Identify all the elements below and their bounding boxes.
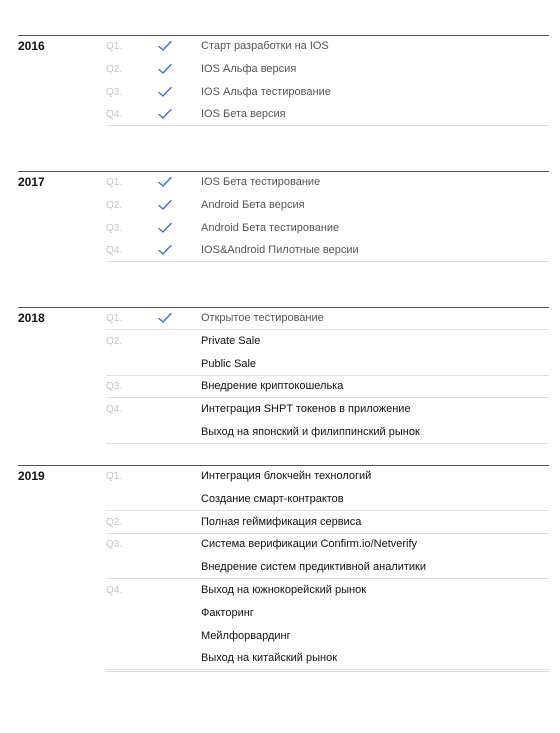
roadmap-row xyxy=(106,172,549,194)
roadmap-row xyxy=(106,195,549,217)
quarter-label: Q3. xyxy=(106,86,123,98)
task-label: Мейлфорвардинг xyxy=(201,629,291,642)
roadmap-row xyxy=(106,59,549,81)
quarter-label: Q1. xyxy=(106,471,123,482)
year-label: 2016 xyxy=(18,39,45,53)
task-label: IOS Альфа версия xyxy=(201,62,297,75)
roadmap-row xyxy=(106,557,549,579)
roadmap-row xyxy=(106,603,549,625)
roadmap-end-divider xyxy=(106,671,549,672)
check-icon xyxy=(158,244,172,256)
roadmap-row xyxy=(106,648,549,670)
task-label: Открытое тестирование xyxy=(201,312,324,324)
quarter-label: Q4. xyxy=(106,404,123,416)
roadmap-row xyxy=(106,422,549,444)
task-label: IOS&Android Пилотные версии xyxy=(201,244,359,257)
check-icon xyxy=(158,63,172,75)
roadmap-row xyxy=(106,626,549,648)
roadmap-row xyxy=(106,466,549,488)
task-label: Выход на китайский рынок xyxy=(201,652,338,665)
task-label: Выход на южнокорейский рынок xyxy=(201,584,367,596)
year-label: 2017 xyxy=(18,175,45,189)
year-label: 2018 xyxy=(18,311,45,325)
task-label: IOS Бета версия xyxy=(201,108,286,121)
task-label: Public Sale xyxy=(201,357,257,370)
task-label: Android Бета тестирование xyxy=(201,221,340,234)
quarter-label: Q3. xyxy=(106,222,123,234)
task-label: Создание смарт-контрактов xyxy=(201,492,344,505)
task-label: IOS Альфа тестирование xyxy=(201,85,331,98)
check-icon xyxy=(158,199,172,211)
quarter-label: Q4. xyxy=(106,585,123,596)
quarter-label: Q4. xyxy=(106,109,123,121)
check-icon xyxy=(158,176,172,188)
quarter-label: Q2. xyxy=(106,199,123,211)
roadmap-row xyxy=(106,240,549,262)
roadmap-row xyxy=(106,489,549,511)
quarter-label: Q2. xyxy=(106,63,123,75)
quarter-label: Q2. xyxy=(106,516,123,528)
roadmap-row xyxy=(106,82,549,104)
roadmap-row xyxy=(106,308,549,330)
roadmap-row xyxy=(106,580,549,602)
task-label: Android Бета версия xyxy=(201,198,305,211)
quarter-label: Q4. xyxy=(106,245,123,257)
check-icon xyxy=(158,108,172,120)
task-label: Система верификации Confirm.io/Netverify xyxy=(201,538,418,551)
check-icon xyxy=(158,40,172,52)
roadmap-row xyxy=(106,104,549,126)
check-icon xyxy=(158,222,172,234)
roadmap-row xyxy=(106,376,549,398)
year-label: 2019 xyxy=(18,469,45,483)
quarter-label: Q3. xyxy=(106,381,123,393)
task-label: Внедрение криптокошелька xyxy=(201,380,344,393)
quarter-label: Q1. xyxy=(106,313,123,324)
roadmap-row xyxy=(106,331,549,353)
task-label: Старт разработки на IOS xyxy=(201,40,329,52)
task-label: Интеграция SHPT токенов в приложение xyxy=(201,403,411,416)
roadmap-row xyxy=(106,354,549,376)
roadmap-row xyxy=(106,218,549,240)
task-label: Private Sale xyxy=(201,334,261,347)
check-icon xyxy=(158,86,172,98)
quarter-label: Q3. xyxy=(106,539,123,551)
task-label: Факторинг xyxy=(201,606,254,619)
roadmap-row xyxy=(106,534,549,556)
check-icon xyxy=(158,312,172,324)
task-label: Выход на японский и филиппинский рынок xyxy=(201,426,420,438)
task-label: Полная геймификация сервиса xyxy=(201,515,362,528)
task-label: IOS Бета тестирование xyxy=(201,176,321,188)
quarter-label: Q1. xyxy=(106,41,123,52)
quarter-label: Q2. xyxy=(106,335,123,347)
roadmap-row xyxy=(106,512,549,534)
task-label: Интеграция блокчейн технологий xyxy=(201,470,372,482)
roadmap-row xyxy=(106,399,549,421)
task-label: Внедрение систем предиктивной аналитики xyxy=(201,561,427,574)
roadmap-row xyxy=(106,36,549,58)
quarter-label: Q1. xyxy=(106,177,123,188)
